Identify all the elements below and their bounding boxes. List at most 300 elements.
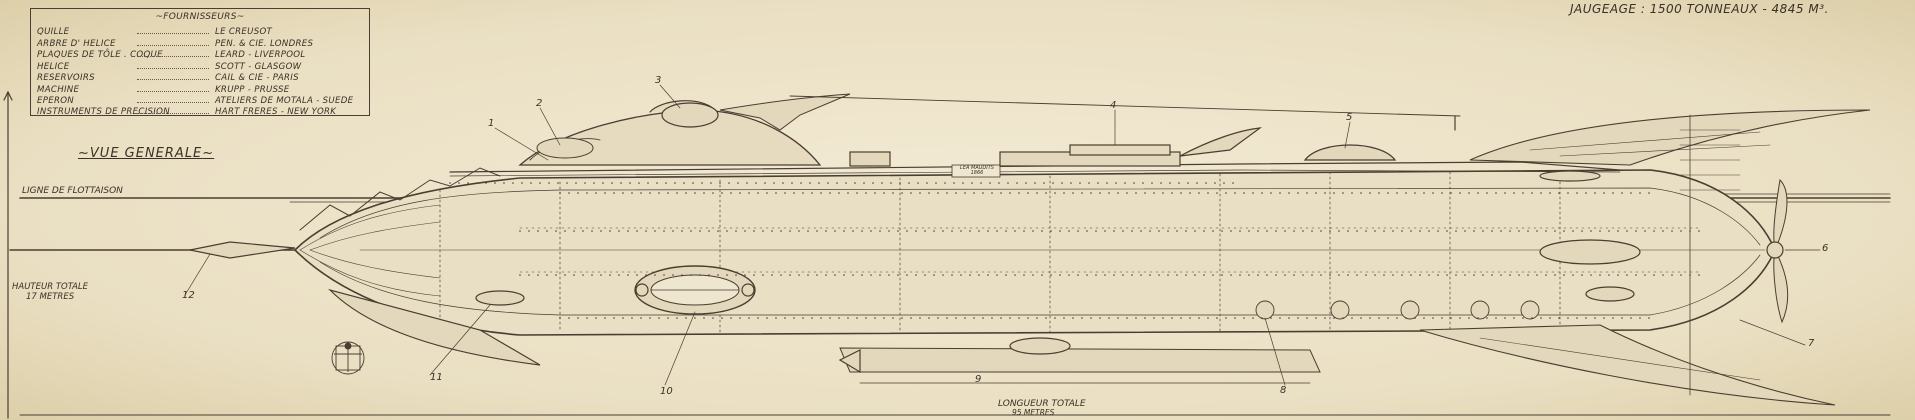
rivet [1378,317,1380,319]
rivet [1214,182,1216,184]
rivet [1086,230,1088,232]
rivet [636,230,638,232]
rivet [1315,317,1317,319]
rivet [1464,230,1466,232]
legend-row [37,73,363,84]
rivet [1617,230,1619,232]
callout-12: 12 [182,290,195,301]
rivet [1455,274,1457,276]
rivet [883,192,885,194]
rivet [622,317,624,319]
legend-row [37,62,363,73]
rivet [964,192,966,194]
rivet [1243,317,1245,319]
rivet [528,230,530,232]
rivet [1450,192,1452,194]
rivet [1468,317,1470,319]
rivet [1279,317,1281,319]
rivet [1513,317,1515,319]
rivet [685,317,687,319]
rivet [1178,182,1180,184]
rivet [717,230,719,232]
rivet [631,192,633,194]
rivet [933,274,935,276]
rivet [1140,230,1142,232]
rivet [791,182,793,184]
rivet [595,192,597,194]
rivet [1482,230,1484,232]
rivet [973,192,975,194]
rivet [1644,274,1646,276]
rivet [1342,192,1344,194]
rivet [1009,317,1011,319]
rivet [1441,192,1443,194]
legend-key: PLAQUES DE TÔLE . COQUE [37,50,163,60]
rivet [1104,230,1106,232]
rivet [1095,274,1097,276]
rivet [1180,317,1182,319]
rivet [782,182,784,184]
legend-value: PEN. & CIE. LONDRES [215,38,314,49]
rivet [1437,230,1439,232]
rivet [690,274,692,276]
rivet [845,182,847,184]
rivet [1248,230,1250,232]
rivet [1086,274,1088,276]
rivet [1563,230,1565,232]
rivet [719,182,721,184]
rivet [1504,192,1506,194]
rivet [960,274,962,276]
rivet [856,192,858,194]
rivet [663,230,665,232]
vitruvian-mark [332,342,364,374]
rivet [1169,182,1171,184]
length-label-line1: LONGUEUR TOTALE [998,399,1086,409]
rivet [1387,317,1389,319]
rivet [1225,317,1227,319]
rivet [1079,182,1081,184]
callout-11: 11 [430,372,443,383]
rivet [1329,274,1331,276]
rivet [865,317,867,319]
rivet [1023,230,1025,232]
rivet [681,230,683,232]
rivet [1495,317,1497,319]
rivet [1324,317,1326,319]
rivet [564,230,566,232]
rivet [1635,230,1637,232]
rivet [600,274,602,276]
rivet [654,230,656,232]
rivet [899,182,901,184]
rivet [476,182,478,184]
rivet [557,182,559,184]
rivet [564,274,566,276]
rivet [1027,192,1029,194]
rivet [1635,274,1637,276]
legend-key: ARBRE D' HELICE [37,38,116,49]
rivet [897,230,899,232]
rivet [1257,274,1259,276]
rivet [1090,317,1092,319]
rivet [753,230,755,232]
rivet [1059,230,1061,232]
rivet [681,274,683,276]
rivet [1680,230,1682,232]
rivet [1034,182,1036,184]
rivet [1212,274,1214,276]
rivet [649,192,651,194]
legend-key: EPERON [37,96,75,106]
rivet [586,192,588,194]
rivet [1063,317,1065,319]
rivet [1491,230,1493,232]
rivet [1221,274,1223,276]
rivet [1135,317,1137,319]
rivet [1239,274,1241,276]
rivet [1115,182,1117,184]
rivet [793,317,795,319]
rivet [1482,274,1484,276]
rivet [694,317,696,319]
rivet [951,230,953,232]
rivet [1477,317,1479,319]
rivet [1167,230,1169,232]
rivet [1185,274,1187,276]
rivet [1401,230,1403,232]
rivet [1270,317,1272,319]
side-tube-front [476,291,524,305]
rivet [1014,274,1016,276]
rivet [1333,192,1335,194]
rivet [1396,317,1398,319]
rivet [1414,317,1416,319]
rivet [825,230,827,232]
legend-value: LEARD - LIVERPOOL [215,50,306,60]
rivet [1005,230,1007,232]
rivet [935,182,937,184]
rivet [1549,317,1551,319]
rivet [1016,182,1018,184]
nameplate-text: LEA MAUDITS 1866 [960,165,994,176]
rivet [1104,274,1106,276]
rivet [1351,317,1353,319]
rivet [888,274,890,276]
rivet [1063,192,1065,194]
rivet [519,230,521,232]
rivet [618,230,620,232]
rivet [838,317,840,319]
rivet [690,230,692,232]
rivet [1252,317,1254,319]
rivet [645,274,647,276]
rivet [591,230,593,232]
rivet [1266,230,1268,232]
rivet [829,317,831,319]
rivet [1293,230,1295,232]
rivet [1522,317,1524,319]
rivet [1194,274,1196,276]
rivet [1306,317,1308,319]
rivet [816,230,818,232]
rivet [820,192,822,194]
rivet [1230,274,1232,276]
rivet [1212,230,1214,232]
rivet [1531,317,1533,319]
rivet [1468,192,1470,194]
rivet [494,182,496,184]
rivet [798,274,800,276]
rivet [757,317,759,319]
rivet [1036,317,1038,319]
rivet [676,192,678,194]
rivet [1603,192,1605,194]
rivet [775,317,777,319]
rivet [726,274,728,276]
rivet [962,182,964,184]
rivet [1144,317,1146,319]
rivet [1396,192,1398,194]
rivet [1068,230,1070,232]
rivet [1585,192,1587,194]
rivet [647,182,649,184]
callout-3: 3 [655,75,662,86]
rivet [1162,192,1164,194]
rivet [1459,192,1461,194]
rivet [1671,274,1673,276]
rivet [789,230,791,232]
rivet [658,192,660,194]
rivet [1185,230,1187,232]
rivet [1052,182,1054,184]
rivet [1284,230,1286,232]
callout-2: 2 [536,98,543,109]
rivet [1558,192,1560,194]
rivet [1549,192,1551,194]
rivet [667,192,669,194]
rivet [753,274,755,276]
rivet [766,192,768,194]
rivet [838,192,840,194]
rivet [1432,317,1434,319]
rivet [784,317,786,319]
rivet [1054,192,1056,194]
rivet [1419,274,1421,276]
rivet [746,182,748,184]
rivet [1279,192,1281,194]
rivet [735,274,737,276]
legend-value: SCOTT - GLASGOW [215,61,302,72]
rivet [1509,274,1511,276]
rivet [1050,230,1052,232]
rivet [721,192,723,194]
rivet [888,230,890,232]
rivet [1639,192,1641,194]
rivet [744,274,746,276]
rivet [937,317,939,319]
rivet [1077,230,1079,232]
rivet [577,317,579,319]
rivet [649,317,651,319]
rivet [1041,274,1043,276]
rivet [987,230,989,232]
rivet [960,230,962,232]
rivet [870,274,872,276]
rivet [613,192,615,194]
rivet [1176,274,1178,276]
legend-row [37,96,363,107]
rivet [933,230,935,232]
dome-5 [1305,145,1395,160]
rivet [620,182,622,184]
rivet [919,192,921,194]
rivet [1473,274,1475,276]
rivet [890,182,892,184]
rivet [852,230,854,232]
rivet [1223,182,1225,184]
rivet [800,182,802,184]
rivet [901,192,903,194]
rivet [1590,230,1592,232]
legend-key: RESERVOIRS [37,73,95,83]
rivet [1293,274,1295,276]
rivet [676,317,678,319]
rivet [1045,192,1047,194]
rivet [1653,230,1655,232]
rivet [1133,182,1135,184]
rivet [1061,182,1063,184]
rivet [735,230,737,232]
rivet [584,182,586,184]
rivet [609,230,611,232]
rivet [726,230,728,232]
rivet [1117,192,1119,194]
rivet [1176,230,1178,232]
rivet [1225,192,1227,194]
rivet [1527,274,1529,276]
rivet [1234,317,1236,319]
rivet [1248,274,1250,276]
rivet [575,182,577,184]
rivet [703,317,705,319]
rivet [1198,317,1200,319]
legend-value: KRUPP - PRUSSE [215,84,290,95]
rivet [566,182,568,184]
rivet [654,274,656,276]
rivet [874,192,876,194]
rivet [1081,192,1083,194]
rivet [1567,317,1569,319]
rivet [1320,230,1322,232]
legend-row [37,107,363,118]
rivet [901,317,903,319]
rivet [739,317,741,319]
rivet [1171,317,1173,319]
rivet [1495,192,1497,194]
rivet [1608,230,1610,232]
rivet [685,192,687,194]
rivet [1018,317,1020,319]
rivet [843,230,845,232]
rivet [1198,192,1200,194]
rivet [1252,192,1254,194]
legend-key: HELICE [37,61,70,72]
rivet [1644,230,1646,232]
stern-wing-bottom [1420,325,1835,405]
rivet [1207,192,1209,194]
rivet [1369,192,1371,194]
rivet [577,192,579,194]
legend-title: ~FOURNISSEURS~ [155,12,245,22]
rivet [622,192,624,194]
rivet [1473,230,1475,232]
rivet [548,182,550,184]
rivet [892,317,894,319]
rivet [1369,317,1371,319]
rivet [708,230,710,232]
rivet [629,182,631,184]
rivet [1698,274,1700,276]
rivet [627,230,629,232]
legend-key: QUILLE [37,27,70,37]
rivet [854,182,856,184]
rivet [1441,317,1443,319]
rivet [1500,230,1502,232]
rivet [915,274,917,276]
deck-hatch [850,152,890,166]
legend-row [37,50,363,61]
rivet [1144,192,1146,194]
rivet [559,192,561,194]
rivet [503,182,505,184]
rivet [1428,274,1430,276]
waterline-label: LIGNE DE FLOTTAISON [22,186,123,196]
rivet [467,182,469,184]
rivet [699,274,701,276]
rivet [1671,230,1673,232]
rivet [1160,182,1162,184]
callout-6: 6 [1822,243,1829,254]
rivet [1167,274,1169,276]
rivet [1106,182,1108,184]
rivet [771,230,773,232]
rivet [1131,274,1133,276]
rivet [829,192,831,194]
rivet [906,274,908,276]
rivet [1446,230,1448,232]
rivet [1261,317,1263,319]
rivet [627,274,629,276]
rivet [1239,230,1241,232]
rivet [485,182,487,184]
rivet [1522,192,1524,194]
rivet [1135,192,1137,194]
rivet [1124,182,1126,184]
suppliers-legend [30,8,370,116]
rivet [1581,230,1583,232]
rivet [982,317,984,319]
rivet [663,274,665,276]
rivet [982,192,984,194]
rivet [969,274,971,276]
rivet [807,274,809,276]
rivet [870,230,872,232]
rivet [784,192,786,194]
rivet [1149,274,1151,276]
rivet [712,192,714,194]
rivet [1126,317,1128,319]
